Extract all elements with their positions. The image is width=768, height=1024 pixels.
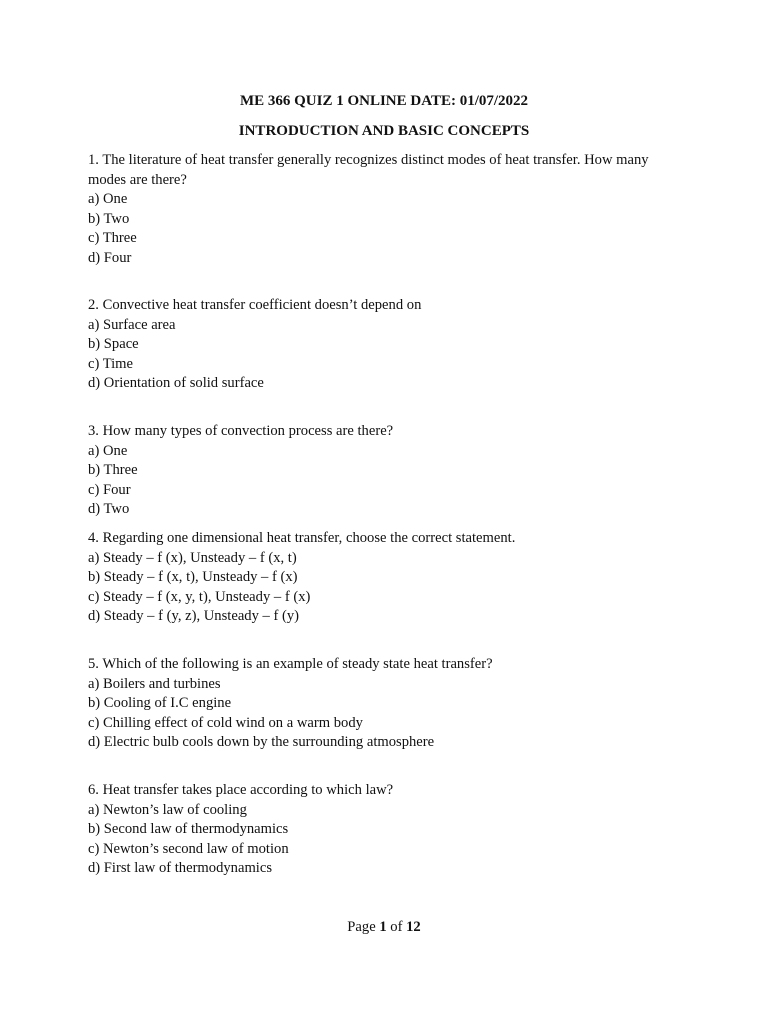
total-pages-number: 12 xyxy=(406,919,421,935)
question-6 xyxy=(88,781,688,879)
question-text: 2. Convective heat transfer coefficient doesn’t depend on xyxy=(88,297,422,313)
answer-option: a) Surface area xyxy=(88,316,176,333)
answer-option: a) Boilers and turbines xyxy=(88,675,221,692)
answer-option: c) Time xyxy=(88,355,134,372)
page-title: ME 366 QUIZ 1 ONLINE DATE: 01/07/2022 xyxy=(239,93,529,109)
question-1 xyxy=(88,151,688,269)
answer-option: a) Steady – f (x), Unsteady – f (x, t) xyxy=(88,549,297,566)
answer-option: c) Chilling effect of cold wind on a warm body xyxy=(88,714,363,731)
answer-option: b) Three xyxy=(88,462,138,479)
answer-option: b) Two xyxy=(88,210,130,227)
question-text: 1. The literature of heat transfer generally recognizes distinct modes of heat transfer. How many modes are there? xyxy=(88,152,649,188)
question-4 xyxy=(88,529,688,627)
answer-option: b) Space xyxy=(88,336,139,353)
question-5 xyxy=(88,655,688,753)
answer-option: d) First law of thermodynamics xyxy=(88,860,273,877)
question-2 xyxy=(88,296,688,394)
current-page-number: 1 xyxy=(379,919,387,935)
answer-option: a) Newton’s law of cooling xyxy=(88,801,247,818)
answer-option: d) Two xyxy=(88,501,130,518)
answer-option: b) Second law of thermodynamics xyxy=(88,821,289,838)
question-text: 5. Which of the following is an example of steady state heat transfer? xyxy=(88,656,493,672)
answer-option: c) Four xyxy=(88,481,131,498)
question-3 xyxy=(88,422,688,520)
question-text: 3. How many types of convection process are there? xyxy=(88,423,394,439)
answer-option: c) Three xyxy=(88,230,137,247)
answer-option: d) Steady – f (y, z), Unsteady – f (y) xyxy=(88,608,300,625)
answer-option: d) Four xyxy=(88,249,132,266)
page-word: Page xyxy=(347,919,376,935)
answer-option: b) Cooling of I.C engine xyxy=(88,695,232,712)
question-text: 6. Heat transfer takes place according to which law? xyxy=(88,782,394,798)
answer-option: c) Steady – f (x, y, t), Unsteady – f (x) xyxy=(88,588,311,605)
answer-option: a) One xyxy=(88,191,128,208)
of-word: of xyxy=(390,919,403,935)
page-subtitle: INTRODUCTION AND BASIC CONCEPTS xyxy=(238,123,530,139)
page-footer xyxy=(0,918,768,936)
answer-option: d) Electric bulb cools down by the surrounding atmosphere xyxy=(88,734,435,751)
answer-option: d) Orientation of solid surface xyxy=(88,375,264,392)
answer-option: b) Steady – f (x, t), Unsteady – f (x) xyxy=(88,569,298,586)
question-text: 4. Regarding one dimensional heat transfer, choose the correct statement. xyxy=(88,530,516,546)
answer-option: a) One xyxy=(88,442,128,459)
answer-option: c) Newton’s second law of motion xyxy=(88,840,289,857)
